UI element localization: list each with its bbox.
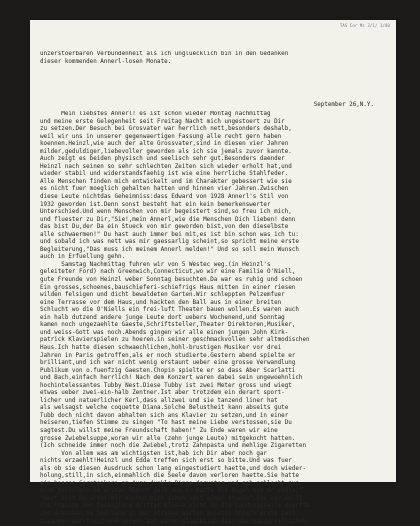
body-line: milder,geduldiger,liebevoller geworden als ich sie jemals zuvor kannte. bbox=[40, 148, 292, 155]
body-line: wilden felsigen und dicht bewaldeten Garten.Wir schleppten Pelzemfuer bbox=[40, 292, 285, 299]
body-line: holung,still,in sich,einmahlich die Seele davon verloren haette.Sie hatte bbox=[40, 473, 299, 480]
body-line: es nicht fuer moeglich gehalten hatten und hinnen vier Jahren.Zwischen bbox=[40, 186, 289, 193]
body-line: Tubb doch nicht davon abhalten sich ans Klavier zu setzen,und in einer bbox=[40, 412, 289, 419]
body-line: als ob sie diesen Ausdruck schon lang eingestudiert haette,und doch wieder- bbox=[40, 465, 306, 472]
body-line: kamen noch ungezaehlte Gaeste,Schriftsteller,Theater Direktoren,Musiker, bbox=[40, 322, 296, 329]
body-line: nichts erzaehlt!Heinzl und Edda treffen sich erst so bitte.Und was fuer bbox=[40, 458, 292, 465]
body-line: zusammen war freud und unreel.Wir waren glaecklich,dass die handgreiflichen bbox=[40, 518, 306, 525]
body-line: Ein grosses,schoenes,bauschieferi-schiefrigs Haus mitten in einer riesen bbox=[40, 284, 296, 291]
letter-body bbox=[40, 111, 386, 526]
letter-dateline: September 26,N.Y. bbox=[313, 102, 374, 108]
body-line: grosse Zwiebelsuppe,woran wir alle (zehn junge Leute) mitgekocht hatten. bbox=[40, 435, 296, 442]
body-line: Schlucht wo die O'Niells ein frei-luft Theater bauen wollen.Es waren auch bbox=[40, 307, 299, 314]
body-line: Publikum von o.fuenfzig Gaesten.Chopin spielte er so dass Aber Scarlatti bbox=[40, 367, 296, 374]
body-line: 1932 geworden ist.Denn sonst besteht hat ein kein bemerkenswerter bbox=[40, 201, 271, 208]
body-line: geleiteter Ford) nach Greenwich,Connecticut,wo wir eine Familie O'Niell, bbox=[40, 269, 296, 276]
body-line: Heinzl nach seinen so sehr schlechten Zeiten sich wieder erholt hat,und bbox=[40, 163, 292, 170]
body-line: ein halb dutzend andere junge Leute dort uebers Wochenend,und Sonntag bbox=[40, 314, 285, 321]
body-line: Auch Heinzlein im ersten Moment gelb aus,er hatte als Augen und er sagte," bbox=[40, 488, 303, 495]
intro-line: unzerstoerbaren Verbundenheit als ich ungluecklich bin in den Gedanken bbox=[40, 51, 289, 57]
body-line: Begleiterung,"Das muss ich meinem Annerl melden!" Und so soll mein Wunsch bbox=[40, 246, 299, 253]
typewritten-letter-page bbox=[30, 20, 396, 525]
body-line: brilliant,und ich war nicht wenig erstaunt ueber eine grosse Verwandlung bbox=[40, 360, 296, 367]
body-line: patrick Klavierspielen zu hoeren.in seiner geschmackvollen sehr altmodischen bbox=[40, 337, 310, 344]
body-line: als welsagst welche coquette Diana.Solche Belustheit kann abseits gute bbox=[40, 405, 289, 412]
body-line: Mein liebstes Annerl! es ist schon wieder Montag nachmittag bbox=[40, 111, 271, 117]
body-line: heiseren,tiefen Stimme zu singen "To hast meine Liebe verstossen,sie Du bbox=[40, 420, 292, 427]
body-line: alle schwaermen!" Du hast auch immer bei mit,es ist bin schon was ich tu: bbox=[40, 231, 299, 238]
body-line: und weiss-Gott was noch.Abends gingen wir alle einen jungen John Kirk- bbox=[40, 329, 289, 336]
body-line: licher und natuerlicher Kerl,dass allzwei und sie tanzend liner hat bbox=[40, 397, 278, 404]
body-line: koennen.Heinzl,wie auch der alte Grossvater,sind in diesen vier Jahren bbox=[40, 141, 289, 148]
body-line: ein boeses Gerstenkorn am Auge,dunkle Ringe darunter,und sah schlecht aus. bbox=[40, 480, 303, 487]
body-line: und Bach,einfach herrlich! Nach dem Konzert waren dabei sein ungewoehnlich bbox=[40, 375, 303, 382]
body-line: Von allem was am wichtigsten ist,hab ich Dir aber noch gar bbox=[40, 450, 267, 457]
body-line: und draussen im Gedraeng an der Strasse warten mussten.Unsere erste Zeit bbox=[40, 510, 296, 517]
intro-line: dieser kommenden Annerl-losen Monate. bbox=[40, 58, 172, 65]
body-line: Auch zeigt es beiden physisch und seelisch sehr gut.Besonders daender bbox=[40, 156, 285, 163]
body-line: zu setzen.Der Besuch bei Grosvater war herrlich nett,besonders deshalb, bbox=[40, 126, 292, 133]
letter-intro-paragraph bbox=[40, 51, 386, 66]
body-line: (Ich schneide immer noch die Zwiebel,trotz Zahnpasta und mehlige Zigaretten bbox=[40, 443, 306, 450]
body-line: und sobald ich was nett was mir gaessarlig scheint,so spricht meine erste bbox=[40, 239, 299, 246]
archive-annotation: TAS Cor Ms 3/1/ 1/80 bbox=[339, 23, 390, 28]
body-line: Samstag Nachmittag fuhren wir von 5 Westec weg.(in Heinzl's bbox=[40, 261, 271, 268]
body-line: eine Terrasse vor dem Haus,und hackten den Ball aus in einer breiten bbox=[40, 299, 282, 306]
body-line: auch in Erfuellung gehn. bbox=[40, 254, 126, 261]
body-line: und meine erste Gelegenheit seit Freitag Nacht mich ungestoert zu Dir bbox=[40, 118, 285, 125]
body-line: "Dort bist Du,alter!Wir suchen Dich schon seit einer Stunde",Das war,wo ll bbox=[40, 495, 303, 502]
body-line: weil wir uns in unserer gegenwaertigen Fassung alle recht gern haben bbox=[40, 133, 282, 140]
body-line: Alle Menschen finden mich entwickelt und im Charakter gebessert wie sie bbox=[40, 178, 292, 185]
body-line: und fluester zu Dir,"Sie!,mein Annerl,wie die Menschen Dich lieben! denn bbox=[40, 216, 296, 223]
body-line: die Freunde der Passagiere dritter Klasse nicht in die Landungshalle duerfte bbox=[40, 503, 310, 510]
body-line: diese Leute nichtdas Geheimniss:dass Edward von 1928 Annerl's Stil von bbox=[40, 194, 289, 201]
body-line: etwas ueber zwei-ein-halb Zentner.Ist aber trotzdem ein derart sport- bbox=[40, 390, 285, 397]
body-line: gute Freunde von Heinzl weber Sonntag besuchten.Da war es ruhig und schoen bbox=[40, 277, 303, 284]
body-line: wieder stabil und widerstandsfaehig ist wie eine herrliche Stahlfeder. bbox=[40, 171, 289, 178]
body-line: Haus.Ich hatte diesen schwaechlichen,hohl-brustigen Musiker vor drei bbox=[40, 344, 282, 351]
body-line: das bist Du,der Da ein Stueck von mir geworden bist,von den dieselbste bbox=[40, 224, 289, 231]
body-line: Unterschied.Und wenn Menschen von mir begeistert sind,so freu ich mich, bbox=[40, 209, 292, 216]
body-line: sagtest.Du willst meine Freundschaft haben!" Zu Ende waren wir eine bbox=[40, 427, 278, 434]
body-line: hochintelessantes Tubby Nest.Diese Tubby ist zwei Meter gross und wiegt bbox=[40, 382, 292, 389]
body-line: Jahren in Paris getroffen,als er noch studierte.Gestern abend spielte er bbox=[40, 352, 296, 359]
